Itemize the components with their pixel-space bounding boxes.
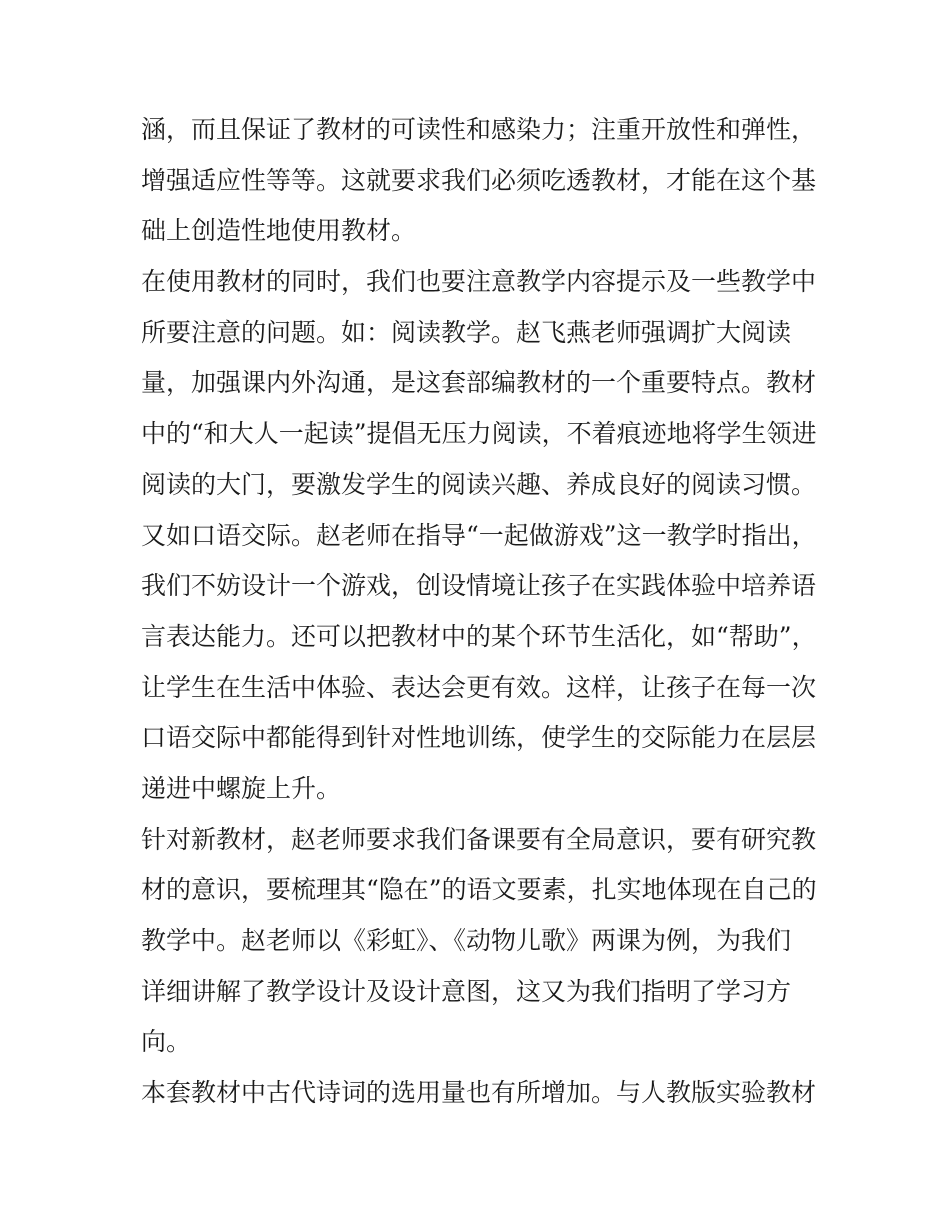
text-line: 详细讲解了教学设计及设计意图，这又为我们指明了学习方 [141, 976, 792, 1006]
text-line: 向。 [141, 1027, 192, 1057]
text-line: 递进中螺旋上升。 [141, 773, 342, 803]
text-line: 量，加强课内外沟通，是这套部编教材的一个重要特点。教材 [141, 368, 817, 398]
text-line: 在使用教材的同时，我们也要注意教学内容提示及一些教学中 [141, 267, 817, 297]
text-line: 础上创造性地使用教材。 [141, 216, 417, 246]
text-line: 所要注意的问题。如：阅读教学。赵飞燕老师强调扩大阅读 [141, 317, 792, 347]
text-line: 言表达能力。还可以把教材中的某个环节生活化，如“帮助”， [141, 621, 817, 651]
text-line: 涵，而且保证了教材的可读性和感染力；注重开放性和弹性， [141, 115, 817, 144]
body-text [141, 105, 821, 1119]
text-line: 材的意识，要梳理其“隐在”的语文要素，扎实地体现在自己的 [141, 875, 817, 905]
text-line: 中的“和大人一起读”提倡无压力阅读，不着痕迹地将学生领进 [141, 419, 817, 449]
text-line: 阅读的大门，要激发学生的阅读兴趣、养成良好的阅读习惯。 [141, 469, 817, 499]
text-line: 针对新教材，赵老师要求我们备课要有全局意识，要有研究教 [141, 824, 817, 854]
text-line: 教学中。赵老师以《彩虹》、《动物儿歌》两课为例，为我们 [141, 926, 792, 955]
text-line: 又如口语交际。赵老师在指导“一起做游戏”这一教学时指出， [141, 520, 817, 550]
text-line: 我们不妨设计一个游戏，创设情境让孩子在实践体验中培养语 [141, 571, 817, 601]
text-line: 本套教材中古代诗词的选用量也有所增加。与人教版实验教材 [141, 1078, 817, 1108]
text-line: 增强适应性等等。这就要求我们必须吃透教材，才能在这个基 [141, 165, 817, 195]
text-line: 让学生在生活中体验、表达会更有效。这样，让孩子在每一次 [141, 672, 817, 702]
text-line: 口语交际中都能得到针对性地训练，使学生的交际能力在层层 [141, 723, 817, 753]
